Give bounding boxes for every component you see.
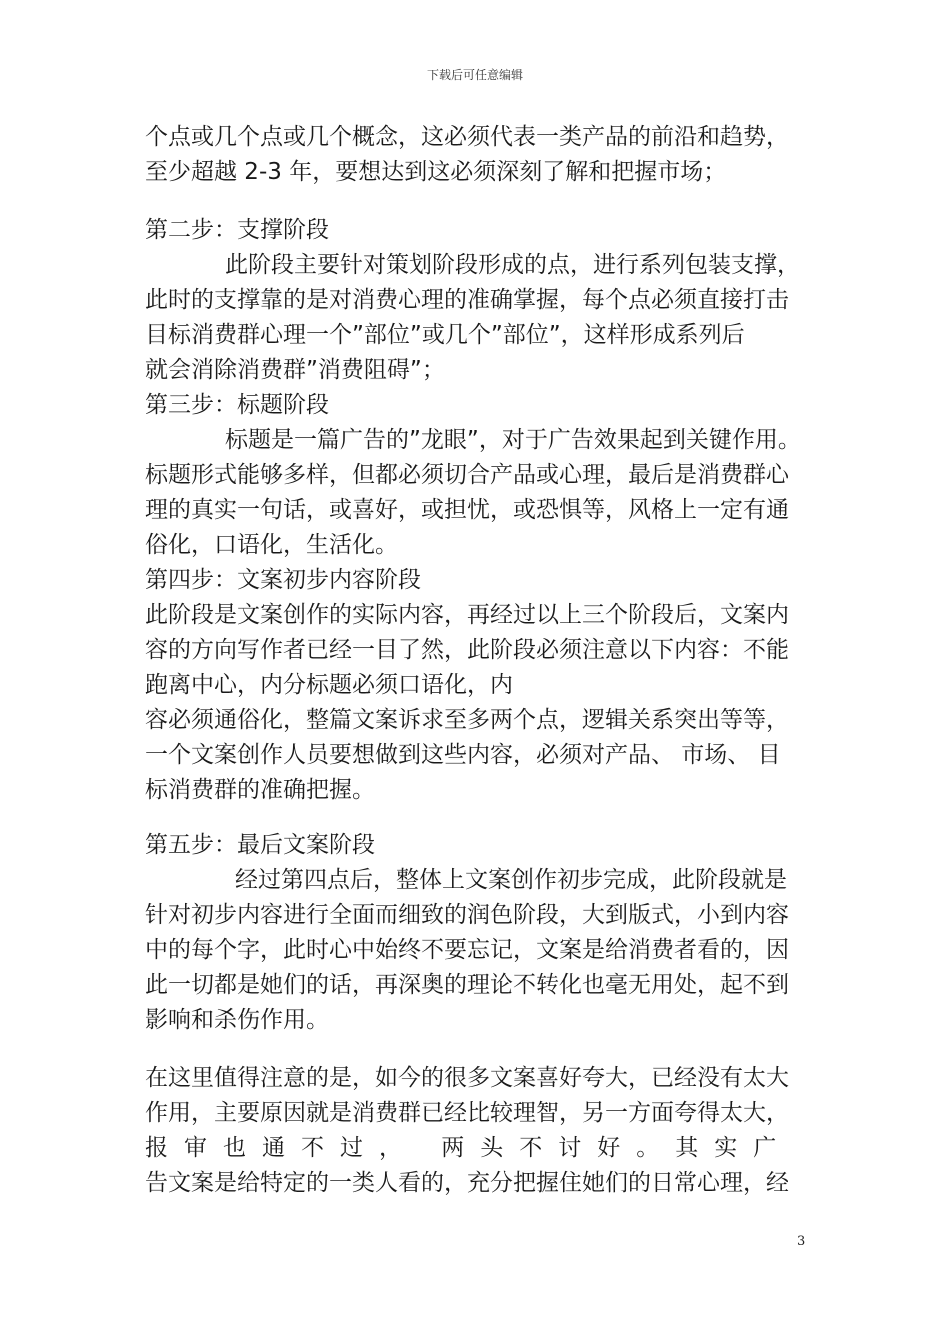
section-heading: 第二步：支撑阶段 (145, 217, 329, 243)
text-line: 一个文案创作人员要想做到这些内容，必须对产品、 市场、 目 (145, 742, 781, 768)
text-line: 作用，主要原因就是消费群已经比较理智，另一方面夸得太大， (145, 1100, 789, 1126)
text-line: 容的方向写作者已经一目了然，此阶段必须注意以下内容：不能 (145, 637, 789, 663)
text-line: 此时的支撑靠的是对消费心理的准确掌握，每个点必须直接打击 (145, 287, 789, 313)
text-line: 容必须通俗化，整篇文案诉求至多两个点，逻辑关系突出等等， (145, 707, 789, 733)
text-line: 标题是一篇广告的”龙眼”，对于广告效果起到关键作用。 (225, 427, 801, 453)
text-line: 针对初步内容进行全面而细致的润色阶段，大到版式，小到内容 (145, 902, 789, 928)
text-line: 俗化，口语化，生活化。 (145, 532, 398, 558)
text-line: 此一切都是她们的话，再深奥的理论不转化也毫无用处，起不到 (145, 972, 789, 998)
section-heading: 第五步：最后文案阶段 (145, 832, 375, 858)
text-line: 跑离中心，内分标题必须口语化，内 (145, 672, 513, 698)
text-line: 标消费群的准确把握。 (145, 777, 375, 803)
section-heading: 第四步：文案初步内容阶段 (145, 567, 421, 593)
text-line: 此阶段主要针对策划阶段形成的点，进行系列包装支撑， (225, 252, 800, 278)
text-line: 影响和杀伤作用。 (145, 1007, 329, 1033)
text-line: 经过第四点后，整体上文案创作初步完成，此阶段就是 (235, 867, 787, 893)
page-number: 3 (797, 1234, 806, 1249)
text-line: 目标消费群心理一个”部位”或几个”部位”，这样形成系列后 (145, 322, 745, 348)
text-line: 告文案是给特定的一类人看的，充分把握住她们的日常心理，经 (145, 1170, 789, 1196)
text-line: 此阶段是文案创作的实际内容，再经过以上三个阶段后，文案内 (145, 602, 789, 628)
text-line: 个点或几个点或几个概念，这必须代表一类产品的前沿和趋势， (145, 124, 789, 150)
text-line: 标题形式能够多样，但都必须切合产品或心理，最后是消费群心 (145, 462, 789, 488)
text-line: 至少超越 2-3 年，要想达到这必须深刻了解和把握市场； (145, 159, 727, 185)
section-heading: 第三步：标题阶段 (145, 392, 329, 418)
text-line: 就会消除消费群”消费阻碍”； (145, 357, 445, 383)
page-header: 下载后可任意编辑 (426, 68, 523, 82)
text-line: 中的每个字，此时心中始终不要忘记，文案是给消费者看的，因 (145, 937, 789, 963)
text-line: 理的真实一句话，或喜好，或担忧，或恐惧等，风格上一定有通 (145, 497, 789, 523)
text-line: 在这里值得注意的是，如今的很多文案喜好夸大，已经没有太大 (145, 1065, 789, 1091)
text-line: 报审也通不过， 两头不讨好。其实广 (145, 1135, 793, 1161)
